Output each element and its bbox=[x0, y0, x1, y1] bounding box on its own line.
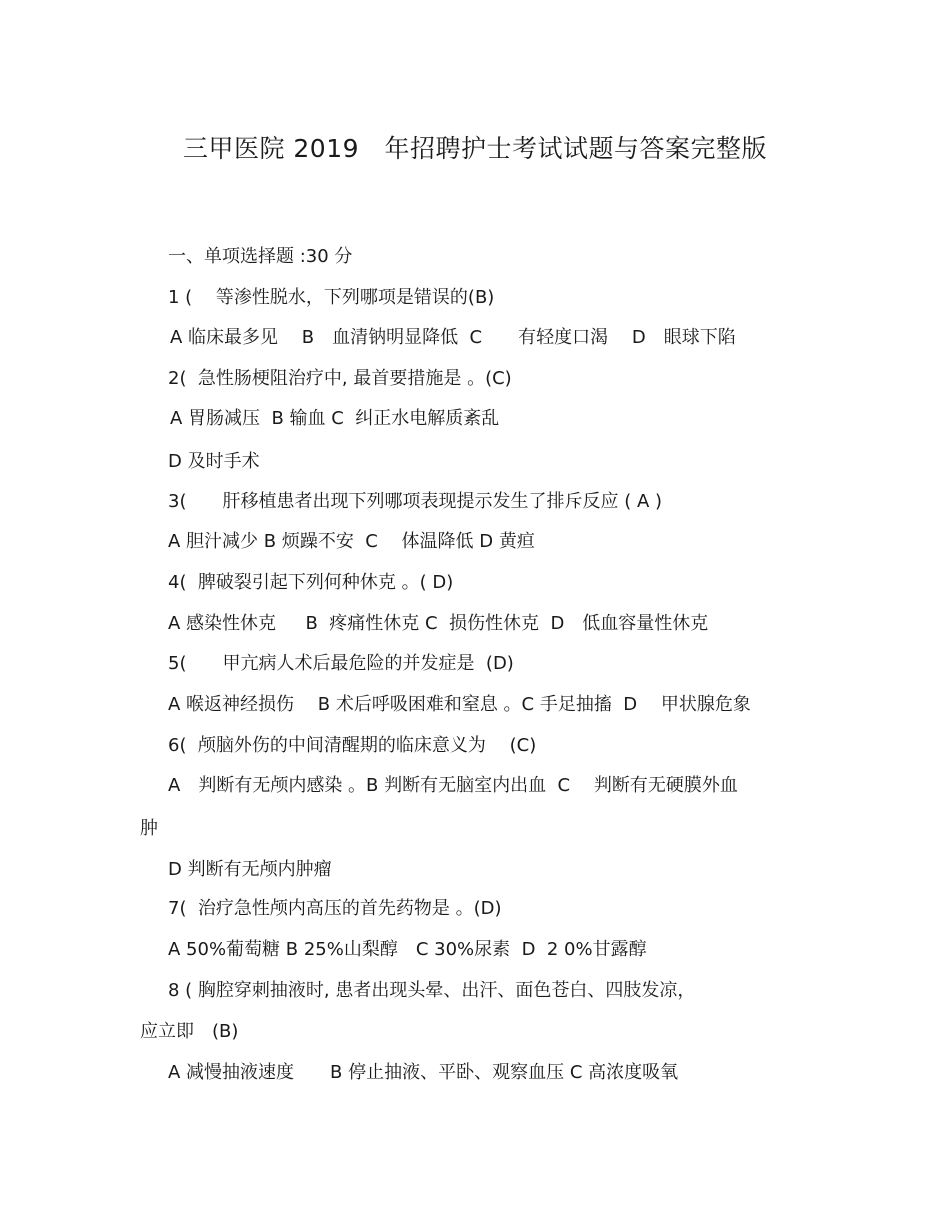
question-6-options-continued: D 判断有无颅内肿瘤 bbox=[168, 859, 332, 880]
question-3-options: A 胆汁减少 B 烦躁不安 C 体温降低 D 黄疸 bbox=[168, 531, 535, 552]
question-2: 2( 急性肠梗阻治疗中, 最首要措施是 。(C) bbox=[168, 368, 512, 389]
question-1-options: A 临床最多见 B 血清钠明显降低 C 有轻度口渴 D 眼球下陷 bbox=[170, 327, 736, 348]
question-5-options: A 喉返神经损伤 B 术后呼吸困难和窒息 。C 手足抽搐 D 甲状腺危象 bbox=[168, 694, 751, 715]
question-6-options: A 判断有无颅内感染 。B 判断有无脑室内出血 C 判断有无硬膜外血 bbox=[168, 775, 738, 796]
question-6-options-wrap: 肿 bbox=[140, 818, 158, 839]
question-8-wrap: 应立即 (B) bbox=[140, 1021, 239, 1042]
question-2-options-continued: D 及时手术 bbox=[168, 451, 260, 472]
question-8-options: A 减慢抽液速度 B 停止抽液、平卧、观察血压 C 高浓度吸氧 bbox=[168, 1062, 679, 1083]
section-heading: 一、单项选择题 :30 分 bbox=[168, 246, 353, 267]
question-4-options: A 感染性休克 B 疼痛性休克 C 损伤性休克 D 低血容量性休克 bbox=[168, 613, 709, 634]
document-title: 三甲医院 2019 年招聘护士考试试题与答案完整版 bbox=[182, 134, 768, 163]
question-4: 4( 脾破裂引起下列何种休克 。( D) bbox=[168, 572, 454, 593]
question-7-options: A 50%葡萄糖 B 25%山梨醇 C 30%尿素 D 2 0%甘露醇 bbox=[168, 939, 647, 960]
question-7: 7( 治疗急性颅内高压的首先药物是 。(D) bbox=[168, 898, 502, 919]
question-5: 5( 甲亢病人术后最危险的并发症是 (D) bbox=[168, 653, 514, 674]
question-1: 1 ( 等渗性脱水，下列哪项是错误的(B) bbox=[168, 287, 495, 308]
question-6: 6( 颅脑外伤的中间清醒期的临床意义为 (C) bbox=[168, 735, 537, 756]
question-2-options: A 胃肠减压 B 输血 C 纠正水电解质紊乱 bbox=[170, 408, 500, 429]
question-8: 8 ( 胸腔穿刺抽液时, 患者出现头晕、出汗、面色苍白、四肢发凉， bbox=[168, 980, 696, 1001]
question-3: 3( 肝移植患者出现下列哪项表现提示发生了排斥反应 ( A ) bbox=[168, 491, 662, 512]
